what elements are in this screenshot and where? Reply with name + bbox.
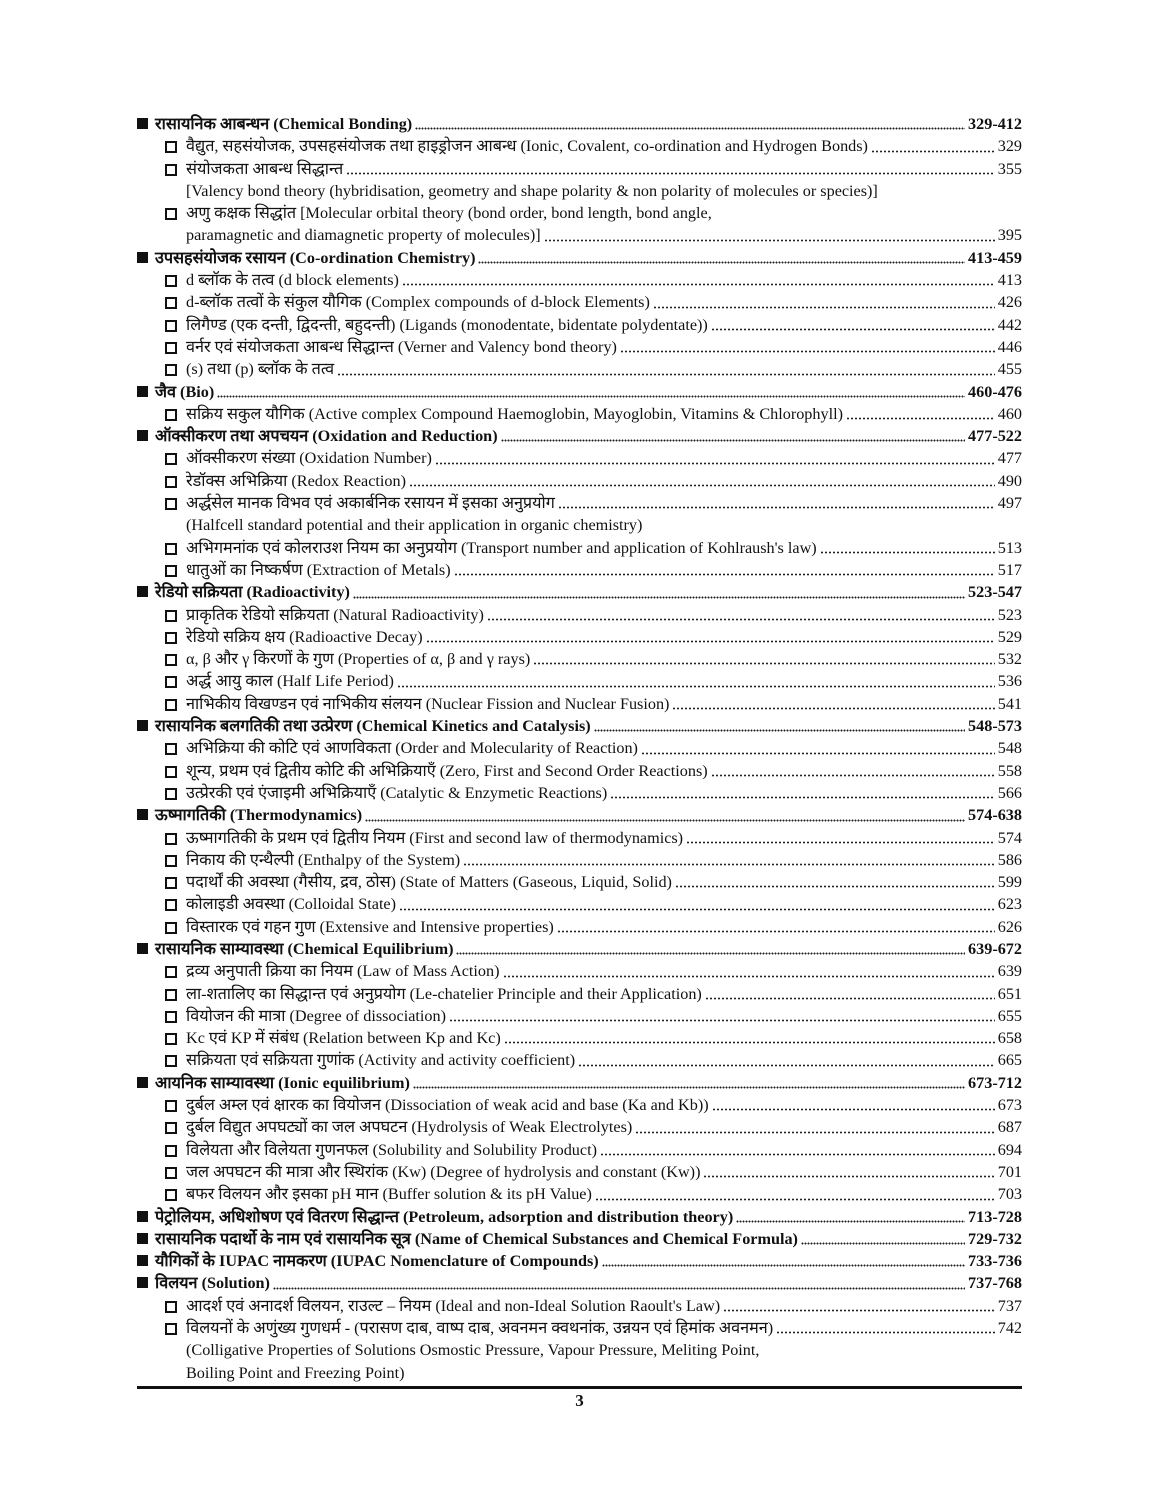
entry-label: अभिगमनांक एवं कोलराउश नियम का अनुप्रयोग (Transport number and application of Kohlraush's law) [186, 538, 817, 557]
hollow-square-bullet-icon [165, 1122, 177, 1134]
table-of-contents [137, 113, 1022, 1384]
entry-label: आयनिक साम्यावस्था (Ionic equilibrium) [155, 1073, 410, 1092]
entry-label: यौगिकों के IUPAC नामकरण (IUPAC Nomenclature of Compounds) [155, 1252, 599, 1271]
entry-page-number: 532 [997, 650, 1022, 669]
dot-leader [600, 1144, 995, 1156]
entry-page-number: 490 [997, 471, 1022, 490]
toc-sub-entry [137, 1183, 1022, 1205]
entry-label: ऊष्मागतिकी के प्रथम एवं द्वितीय नियम (First and second law of thermodynamics) [186, 828, 684, 847]
filled-square-bullet-icon [137, 809, 148, 820]
dot-leader [672, 698, 994, 710]
hollow-square-bullet-icon [165, 1033, 177, 1045]
entry-label: (s) तथा (p) ब्लॉक के तत्व [186, 360, 335, 379]
entry-label: जल अपघटन की मात्रा और स्थिरांक (Kw) (Degree of hydrolysis and constant (Kw)) [186, 1162, 701, 1181]
dot-leader [705, 988, 995, 1000]
hollow-square-bullet-icon [165, 654, 177, 666]
toc-sub-entry [137, 537, 1022, 559]
toc-sub-entry [137, 626, 1022, 648]
entry-label: बफर विलयन और इसका pH मान (Buffer solution & its pH Value) [186, 1185, 592, 1204]
dot-leader [557, 921, 995, 933]
hollow-square-bullet-icon [165, 565, 177, 577]
entry-page-number: 703 [997, 1185, 1022, 1204]
entry-page-number: 687 [997, 1118, 1022, 1137]
toc-section-entry [137, 247, 1022, 269]
filled-square-bullet-icon [137, 118, 148, 129]
toc-sub-entry [137, 1049, 1022, 1071]
toc-sub-entry [137, 871, 1022, 893]
entry-page-number: 729-732 [968, 1229, 1022, 1248]
entry-label: ऊष्मागतिकी (Thermodynamics) [155, 806, 363, 825]
entry-page-number: 626 [997, 917, 1022, 936]
toc-sub-entry [137, 291, 1022, 313]
entry-page-number: 673-712 [968, 1073, 1022, 1092]
entry-page-number: 733-736 [968, 1252, 1022, 1271]
toc-section-entry [137, 1228, 1022, 1250]
dot-leader [871, 141, 995, 153]
dot-leader [365, 810, 965, 822]
entry-label: (Halfcell standard potential and their application in organic chemistry) [186, 516, 643, 535]
entry-label: वैद्युत, सहसंयोजक, उपसहसंयोजक तथा हाइड्रोजन आबन्ध (Ionic, Covalent, co-ordination and Hydrogen Bonds) [186, 137, 868, 156]
toc-sub-entry [137, 983, 1022, 1005]
dot-leader [435, 453, 995, 465]
dot-leader [641, 743, 995, 755]
filled-square-bullet-icon [137, 943, 148, 954]
toc-sub-entry [137, 269, 1022, 291]
toc-section-entry [137, 715, 1022, 737]
dot-leader [653, 297, 995, 309]
entry-page-number: 737-768 [968, 1274, 1022, 1293]
entry-page-number: 566 [997, 783, 1022, 802]
hollow-square-bullet-icon [165, 320, 177, 332]
dot-leader [578, 1055, 995, 1067]
toc-section-entry [137, 1072, 1022, 1094]
filled-square-bullet-icon [137, 1255, 148, 1266]
toc-sub-entry [137, 760, 1022, 782]
hollow-square-bullet-icon [165, 610, 177, 622]
entry-page-number: 558 [997, 761, 1022, 780]
entry-label: अर्द्धसेल मानक विभव एवं अकार्बनिक रसायन में इसका अनुप्रयोग [186, 494, 555, 513]
hollow-square-bullet-icon [165, 699, 177, 711]
entry-page-number: 529 [997, 627, 1022, 646]
entry-label: कोलाइडी अवस्था (Colloidal State) [186, 895, 397, 914]
entry-page-number: 586 [997, 850, 1022, 869]
entry-label: दुर्बल विद्युत अपघट्यों का जल अपघटन (Hydrolysis of Weak Electrolytes) [186, 1118, 633, 1137]
entry-page-number: 413-459 [968, 248, 1022, 267]
hollow-square-bullet-icon [165, 1145, 177, 1157]
toc-sub-entry [137, 1094, 1022, 1116]
footer-rule [137, 1386, 1022, 1389]
entry-label: सक्रियता एवं सक्रियता गुणांक (Activity and activity coefficient) [186, 1051, 576, 1070]
hollow-square-bullet-icon [165, 275, 177, 287]
entry-page-number: 599 [997, 873, 1022, 892]
dot-leader [776, 1322, 995, 1334]
dot-leader [346, 163, 995, 175]
hollow-square-bullet-icon [165, 676, 177, 688]
entry-page-number: 460-476 [968, 382, 1022, 401]
entry-label: रासायनिक आबन्धन (Chemical Bonding) [155, 115, 413, 133]
entry-page-number: 701 [997, 1162, 1022, 1181]
dot-leader [454, 564, 995, 576]
entry-label: [Valency bond theory (hybridisation, geometry and shape polarity & non polarity of molecules or species)] [186, 181, 878, 200]
hollow-square-bullet-icon [165, 877, 177, 889]
dot-leader [217, 386, 965, 398]
toc-continuation-line [137, 514, 1022, 536]
entry-page-number: 541 [997, 694, 1022, 713]
entry-label: अभिक्रिया की कोटि एवं आणविकता (Order and Molecularity of Reaction) [186, 739, 638, 758]
dot-leader [409, 475, 995, 487]
entry-label: विलयनों के अणुंख्य गुणधर्म - (परासण दाब, वाष्प दाब, अवनमन क्वथनांक, उन्नयन एवं हिमांक अवनमन) [186, 1319, 774, 1338]
hollow-square-bullet-icon [165, 1167, 177, 1179]
toc-sub-entry [137, 849, 1022, 871]
entry-page-number: 517 [997, 560, 1022, 579]
toc-sub-entry [137, 693, 1022, 715]
entry-label: द्रव्य अनुपाती क्रिया का नियम (Law of Mass Action) [186, 962, 500, 981]
entry-label: नाभिकीय विखण्डन एवं नाभिकीय संलयन (Nuclear Fission and Nuclear Fusion) [186, 694, 670, 713]
dot-leader [402, 274, 995, 286]
entry-page-number: 329-412 [968, 115, 1022, 133]
dot-leader [675, 876, 995, 888]
dot-leader [544, 230, 995, 242]
entry-page-number: 548 [997, 739, 1022, 758]
toc-sub-entry [137, 782, 1022, 804]
entry-label: वियोजन की मात्रा (Degree of dissociation) [186, 1006, 446, 1025]
dot-leader [846, 408, 995, 420]
entry-page-number: 694 [997, 1140, 1022, 1159]
dot-leader [711, 765, 995, 777]
toc-continuation-line [137, 180, 1022, 202]
hollow-square-bullet-icon [165, 788, 177, 800]
dot-leader [711, 319, 995, 331]
toc-sub-entry [137, 447, 1022, 469]
toc-sub-entry [137, 202, 1022, 224]
filled-square-bullet-icon [137, 1233, 148, 1244]
toc-sub-entry [137, 470, 1022, 492]
hollow-square-bullet-icon [165, 141, 177, 153]
dot-leader [602, 1255, 965, 1267]
entry-page-number: 413 [997, 271, 1022, 290]
toc-sub-entry [137, 559, 1022, 581]
entry-label: उपसहसंयोजक रसायन (Co-ordination Chemistry) [155, 248, 476, 267]
toc-sub-entry [137, 737, 1022, 759]
filled-square-bullet-icon [137, 720, 148, 731]
hollow-square-bullet-icon [165, 409, 177, 421]
dot-leader [415, 118, 965, 130]
entry-page-number: 536 [997, 672, 1022, 691]
filled-square-bullet-icon [137, 252, 148, 263]
hollow-square-bullet-icon [165, 855, 177, 867]
dot-leader [736, 1211, 965, 1223]
hollow-square-bullet-icon [165, 297, 177, 309]
entry-label: लिगैण्ड (एक दन्ती, द्विदन्ती, बहुदन्ती) (Ligands (monodentate, bidentate polydentate)) [186, 315, 708, 334]
entry-label: रासायनिक पदार्थो के नाम एवं रासायनिक सूत्र (Name of Chemical Substances and Chemical Formula) [155, 1229, 798, 1248]
toc-sub-entry [137, 158, 1022, 180]
entry-page-number: 523-547 [968, 583, 1022, 602]
entry-label: पेट्रोलियम, अधिशोषण एवं वितरण सिद्धान्त (Petroleum, adsorption and distribution theory) [155, 1207, 734, 1226]
hollow-square-bullet-icon [165, 899, 177, 911]
entry-label: ला-शतालिए का सिद्धान्त एवं अनुप्रयोग (Le-chatelier Principle and their Application) [186, 984, 702, 1003]
entry-label: जैव (Bio) [155, 382, 215, 401]
toc-section-entry [137, 381, 1022, 403]
dot-leader [478, 252, 965, 264]
dot-leader [620, 341, 995, 353]
hollow-square-bullet-icon [165, 922, 177, 934]
entry-label: दुर्बल अम्ल एवं क्षारक का वियोजन (Dissociation of weak acid and base (Ka and Kb)) [186, 1096, 709, 1115]
entry-page-number: 574-638 [968, 806, 1022, 825]
entry-label: वर्नर एवं संयोजकता आबन्ध सिद्धान्त (Verner and Valency bond theory) [186, 337, 617, 356]
dot-leader [594, 720, 965, 732]
dot-leader [449, 1010, 995, 1022]
toc-sub-entry [137, 648, 1022, 670]
entry-page-number: 713-728 [968, 1207, 1022, 1226]
toc-sub-entry [137, 492, 1022, 514]
entry-page-number: 395 [997, 226, 1022, 245]
dot-leader [487, 609, 995, 621]
hollow-square-bullet-icon [165, 453, 177, 465]
toc-sub-entry [137, 1161, 1022, 1183]
entry-label: संयोजकता आबन्ध सिद्धान्त [186, 159, 344, 178]
toc-sub-entry [137, 1295, 1022, 1317]
dot-leader [456, 943, 965, 955]
toc-section-entry [137, 1250, 1022, 1272]
toc-sub-entry [137, 1027, 1022, 1049]
dot-leader [397, 676, 995, 688]
dot-leader [504, 1032, 995, 1044]
entry-label: d ब्लॉक के तत्व (d block elements) [186, 271, 399, 290]
entry-label: अर्द्ध आयु काल (Half Life Period) [186, 672, 394, 691]
toc-section-entry [137, 938, 1022, 960]
toc-sub-entry [137, 1005, 1022, 1027]
toc-section-entry [137, 581, 1022, 603]
filled-square-bullet-icon [137, 586, 148, 597]
dot-leader [610, 787, 994, 799]
hollow-square-bullet-icon [165, 543, 177, 555]
entry-label: उत्प्रेरकी एवं एंजाइमी अभिक्रियाएँ (Catalytic & Enzymetic Reactions) [186, 783, 608, 802]
entry-label: Boiling Point and Freezing Point) [186, 1363, 405, 1382]
entry-label: अणु कक्षक सिद्धांत [Molecular orbital theory (bond order, bond length, bond angle, [186, 204, 712, 223]
entry-label: Kc एवं KP में संबंध (Relation between Kp and Kc) [186, 1029, 501, 1048]
entry-label: विलेयता और विलेयता गुणनफल (Solubility and Solubility Product) [186, 1140, 597, 1159]
entry-page-number: 455 [997, 360, 1022, 379]
entry-label: (Colligative Properties of Solutions Osmostic Pressure, Vapour Pressure, Meliting Point, [186, 1341, 760, 1360]
dot-leader [353, 587, 965, 599]
dot-leader [820, 542, 995, 554]
entry-page-number: 651 [997, 984, 1022, 1003]
toc-section-entry [137, 1272, 1022, 1294]
entry-page-number: 639-672 [968, 939, 1022, 958]
hollow-square-bullet-icon [165, 989, 177, 1001]
toc-sub-entry [137, 135, 1022, 157]
toc-sub-entry [137, 403, 1022, 425]
dot-leader [503, 966, 995, 978]
entry-page-number: 665 [997, 1051, 1022, 1070]
entry-page-number: 523 [997, 605, 1022, 624]
entry-page-number: 446 [997, 337, 1022, 356]
entry-label: निकाय की एन्थैल्पी (Enthalpy of the System) [186, 850, 461, 869]
toc-section-entry [137, 113, 1022, 135]
filled-square-bullet-icon [137, 386, 148, 397]
entry-page-number: 329 [997, 137, 1022, 156]
hollow-square-bullet-icon [165, 1189, 177, 1201]
entry-label: धातुओं का निष्कर्षण (Extraction of Metals) [186, 560, 451, 579]
dot-leader [337, 364, 995, 376]
entry-page-number: 623 [997, 895, 1022, 914]
hollow-square-bullet-icon [165, 342, 177, 354]
dot-leader [533, 653, 994, 665]
entry-page-number: 477-522 [968, 427, 1022, 446]
hollow-square-bullet-icon [165, 164, 177, 176]
dot-leader [558, 497, 995, 509]
dot-leader [801, 1233, 965, 1245]
toc-section-entry [137, 425, 1022, 447]
dot-leader [399, 899, 995, 911]
entry-label: प्राकृतिक रेडियो सक्रियता (Natural Radioactivity) [186, 605, 484, 624]
toc-continuation-line [137, 1362, 1022, 1384]
filled-square-bullet-icon [137, 1077, 148, 1088]
entry-label: आदर्श एवं अनादर्श विलयन, राउल्ट – नियम (Ideal and non-Ideal Solution Raoult's Law) [186, 1296, 721, 1315]
dot-leader [723, 1300, 995, 1312]
entry-page-number: 477 [997, 449, 1022, 468]
dot-leader [686, 832, 995, 844]
entry-label: α, β और γ किरणों के गुण (Properties of α, β and γ rays) [186, 650, 531, 669]
dot-leader [703, 1166, 994, 1178]
entry-label: रासायनिक साम्यावस्था (Chemical Equilibrium) [155, 939, 454, 958]
toc-sub-entry [137, 604, 1022, 626]
dot-leader [413, 1077, 965, 1089]
toc-sub-entry [137, 1116, 1022, 1138]
dot-leader [463, 854, 995, 866]
entry-label: paramagnetic and diamagnetic property of molecules)] [186, 226, 541, 245]
hollow-square-bullet-icon [165, 364, 177, 376]
hollow-square-bullet-icon [165, 1301, 177, 1313]
toc-sub-entry [137, 1317, 1022, 1339]
toc-continuation-line [137, 224, 1022, 246]
entry-page-number: 673 [997, 1096, 1022, 1115]
dot-leader [501, 430, 965, 442]
entry-label: ऑक्सीकरण तथा अपचयन (Oxidation and Reduction) [155, 427, 498, 446]
entry-label: d-ब्लॉक तत्वों के संकुल यौगिक (Complex compounds of d-block Elements) [186, 293, 650, 312]
entry-page-number: 658 [997, 1029, 1022, 1048]
toc-sub-entry [137, 916, 1022, 938]
hollow-square-bullet-icon [165, 833, 177, 845]
dot-leader [635, 1122, 994, 1134]
entry-label: सक्रिय सकुल यौगिक (Active complex Compound Haemoglobin, Mayoglobin, Vitamins & Chlorophyll) [186, 404, 843, 423]
toc-section-entry [137, 1206, 1022, 1228]
toc-sub-entry [137, 1139, 1022, 1161]
hollow-square-bullet-icon [165, 1011, 177, 1023]
hollow-square-bullet-icon [165, 1323, 177, 1335]
toc-sub-entry [137, 314, 1022, 336]
dot-leader [273, 1278, 965, 1290]
toc-sub-entry [137, 960, 1022, 982]
dot-leader [426, 631, 995, 643]
dot-leader [712, 1099, 995, 1111]
hollow-square-bullet-icon [165, 966, 177, 978]
hollow-square-bullet-icon [165, 1100, 177, 1112]
entry-page-number: 737 [997, 1296, 1022, 1315]
entry-page-number: 639 [997, 962, 1022, 981]
entry-page-number: 513 [997, 538, 1022, 557]
hollow-square-bullet-icon [165, 632, 177, 644]
filled-square-bullet-icon [137, 1277, 148, 1288]
entry-page-number: 355 [997, 159, 1022, 178]
toc-sub-entry [137, 827, 1022, 849]
hollow-square-bullet-icon [165, 766, 177, 778]
entry-label: विस्तारक एवं गहन गुण (Extensive and Intensive properties) [186, 917, 554, 936]
filled-square-bullet-icon [137, 1211, 148, 1222]
toc-continuation-line [137, 1339, 1022, 1361]
entry-page-number: 497 [997, 494, 1022, 513]
dot-leader [595, 1189, 995, 1201]
hollow-square-bullet-icon [165, 208, 177, 220]
entry-page-number: 742 [997, 1319, 1022, 1338]
filled-square-bullet-icon [137, 430, 148, 441]
toc-sub-entry [137, 358, 1022, 380]
hollow-square-bullet-icon [165, 743, 177, 755]
entry-page-number: 655 [997, 1006, 1022, 1025]
hollow-square-bullet-icon [165, 476, 177, 488]
entry-label: पदार्थों की अवस्था (गैसीय, द्रव, ठोस) (State of Matters (Gaseous, Liquid, Solid) [186, 873, 672, 892]
entry-label: ऑक्सीकरण संख्या (Oxidation Number) [186, 449, 432, 468]
entry-page-number: 574 [997, 828, 1022, 847]
entry-label: रासायनिक बलगतिकी तथा उत्प्रेरण (Chemical Kinetics and Catalysis) [155, 717, 591, 736]
entry-page-number: 442 [997, 315, 1022, 334]
entry-page-number: 548-573 [968, 717, 1022, 736]
toc-section-entry [137, 804, 1022, 826]
toc-sub-entry [137, 336, 1022, 358]
entry-label: रेडियो सक्रियता (Radioactivity) [155, 583, 350, 602]
entry-label: रेडॉक्स अभिक्रिया (Redox Reaction) [186, 471, 407, 490]
entry-label: विलयन (Solution) [155, 1274, 270, 1293]
toc-sub-entry [137, 893, 1022, 915]
entry-page-number: 460 [997, 404, 1022, 423]
page-number: 3 [575, 1391, 584, 1410]
entry-label: शून्य, प्रथम एवं द्वितीय कोटि की अभिक्रियाएँ (Zero, First and Second Order Reactions) [186, 761, 708, 780]
hollow-square-bullet-icon [165, 498, 177, 510]
hollow-square-bullet-icon [165, 1055, 177, 1067]
entry-page-number: 426 [997, 293, 1022, 312]
toc-sub-entry [137, 670, 1022, 692]
entry-label: रेडियो सक्रिय क्षय (Radioactive Decay) [186, 627, 423, 646]
